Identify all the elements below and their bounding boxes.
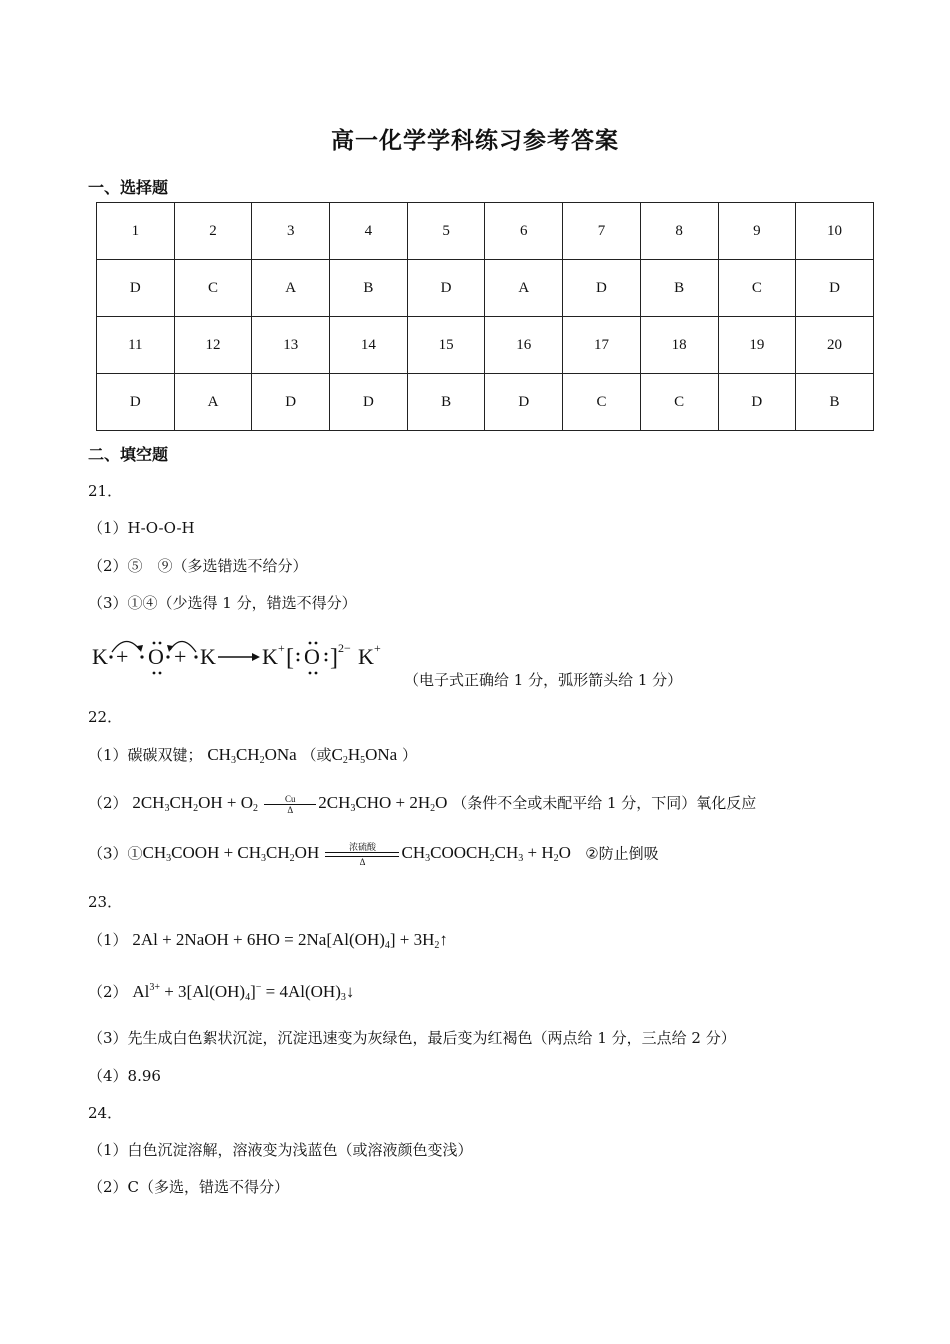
svg-text:+: + xyxy=(116,644,129,669)
svg-text:K: K xyxy=(92,644,108,669)
svg-text:+: + xyxy=(174,644,187,669)
q24-answer-2: （2）C（多选，错选不得分） xyxy=(88,1178,290,1196)
table-cell: D xyxy=(97,260,175,317)
q21-answer-3: （3）①④（少选得 1 分，错选不得分） xyxy=(88,594,357,612)
svg-text:]: ] xyxy=(330,645,338,671)
q22-answer-3-suffix: ②防止倒吸 xyxy=(585,844,659,863)
table-cell: C xyxy=(174,260,252,317)
table-cell: 18 xyxy=(640,317,718,374)
table-cell: 11 xyxy=(97,317,175,374)
table-cell: 10 xyxy=(796,203,874,260)
q21-number: 21． xyxy=(88,482,123,500)
q22-answer-3-prefix: （3）① xyxy=(88,844,143,863)
equation-aluminum-naoh: 2Al + 2NaOH + $6HO = 2Na[Al(OH)_4]$ + $3H_2↑$ xyxy=(132,930,448,951)
table-cell: A xyxy=(252,260,330,317)
table-cell: 13 xyxy=(252,317,330,374)
q22-answer-1 xyxy=(88,744,417,766)
section-fill-heading: 二、填空题 xyxy=(88,445,169,464)
svg-text:O: O xyxy=(148,644,164,669)
table-cell: 8 xyxy=(640,203,718,260)
table-cell: C xyxy=(563,374,641,431)
table-cell: B xyxy=(407,374,485,431)
q22-answer-3 xyxy=(88,842,659,867)
table-cell: 14 xyxy=(330,317,408,374)
table-cell: 2 xyxy=(174,203,252,260)
q24-answer-1: （1）白色沉淀溶解，溶液变为浅蓝色（或溶液颜色变浅） xyxy=(88,1141,473,1159)
svg-text:K: K xyxy=(262,644,278,669)
equation-aluminum-hydroxide: $Al^{3+} + 3[Al(OH)_4]^-$ = $4Al(OH)_3↓$ xyxy=(132,982,355,1003)
table-cell: C xyxy=(718,260,796,317)
q22-answer-1-close: ） xyxy=(402,746,418,764)
q23-number: 23． xyxy=(88,893,123,911)
table-cell: D xyxy=(97,374,175,431)
svg-text:[: [ xyxy=(286,645,294,671)
q23-answer-2 xyxy=(88,981,354,1003)
table-cell: 19 xyxy=(718,317,796,374)
table-cell: D xyxy=(718,374,796,431)
table-cell: D xyxy=(485,374,563,431)
table-cell: A xyxy=(485,260,563,317)
table-cell: B xyxy=(796,374,874,431)
table-cell: D xyxy=(563,260,641,317)
q21-answer-2: （2）⑤ ⑨（多选错选不给分） xyxy=(88,557,308,575)
q22-answer-1-alt-open: （或 xyxy=(301,746,332,764)
table-cell: 3 xyxy=(252,203,330,260)
table-cell: 16 xyxy=(485,317,563,374)
svg-text:O: O xyxy=(304,644,320,669)
q21-scoring-note: （电子式正确给 1 分，弧形箭头给 1 分） xyxy=(404,671,683,689)
equation-ethanol-oxidation: $2CH_3CH_2OH + O_2$ $\frac{Cu}{\Delta}$ $2CH_3CHO + 2H_2O$ xyxy=(132,793,448,815)
q23-answer-4: （4）8.96 xyxy=(88,1067,161,1085)
table-cell: D xyxy=(330,374,408,431)
table-cell: 7 xyxy=(563,203,641,260)
table-row xyxy=(97,374,874,431)
table-cell: D xyxy=(796,260,874,317)
table-cell: C xyxy=(640,374,718,431)
table-cell: B xyxy=(330,260,408,317)
q22-answer-2-prefix: （2） xyxy=(88,794,128,812)
table-cell: 15 xyxy=(407,317,485,374)
q23-answer-3: （3）先生成白色絮状沉淀，沉淀迅速变为灰绿色，最后变为红褐色（两点给 1 分，三点给 2 分） xyxy=(88,1029,736,1047)
table-cell: 12 xyxy=(174,317,252,374)
table-cell: A xyxy=(174,374,252,431)
table-row xyxy=(97,203,874,260)
svg-text:K: K xyxy=(200,644,216,669)
electron-formula-figure xyxy=(92,632,402,680)
formula-sodium-ethoxide-alt: $C_2H_5ONa$ xyxy=(331,745,398,766)
table-cell: 5 xyxy=(407,203,485,260)
table-cell: 6 xyxy=(485,203,563,260)
table-cell: 9 xyxy=(718,203,796,260)
table-cell: 1 xyxy=(97,203,175,260)
table-cell: 20 xyxy=(796,317,874,374)
table-cell: D xyxy=(407,260,485,317)
q21-answer-1: （1）H-O-O-H xyxy=(88,519,195,537)
svg-text:+: + xyxy=(374,641,381,655)
section-choice-heading: 一、选择题 xyxy=(88,178,169,197)
q23-answer-1 xyxy=(88,929,448,951)
q23-answer-1-prefix: （1） xyxy=(88,931,128,949)
q24-number: 24． xyxy=(88,1104,123,1122)
reaction-arrow: $\frac{Cu}{\Delta}$ xyxy=(264,794,316,815)
answer-table xyxy=(96,202,874,431)
svg-text:K: K xyxy=(358,644,374,669)
q22-answer-2 xyxy=(88,792,756,815)
q22-answer-2-note: （条件不全或未配平给 1 分，下同）氧化反应 xyxy=(452,794,757,812)
table-cell: B xyxy=(640,260,718,317)
reversible-arrow: 浓硫酸 Δ xyxy=(325,842,399,867)
table-row xyxy=(97,260,874,317)
svg-text:+: + xyxy=(278,641,285,655)
q22-number: 22． xyxy=(88,708,123,726)
page-title: 高一化学学科练习参考答案 xyxy=(331,128,619,154)
q22-answer-1-prefix: （1）碳碳双键； xyxy=(88,746,203,764)
q23-answer-2-prefix: （2） xyxy=(88,983,128,1001)
formula-sodium-ethoxide: $CH_3CH_2ONa$ xyxy=(207,745,297,766)
table-cell: D xyxy=(252,374,330,431)
table-cell: 4 xyxy=(330,203,408,260)
table-row xyxy=(97,317,874,374)
svg-text:2−: 2− xyxy=(338,641,351,655)
equation-esterification: $CH_3COOH + CH_3CH_2OH$ 浓硫酸 Δ $CH_3COOCH_2CH_3 + H_2O$ xyxy=(142,842,571,867)
table-cell: 17 xyxy=(563,317,641,374)
